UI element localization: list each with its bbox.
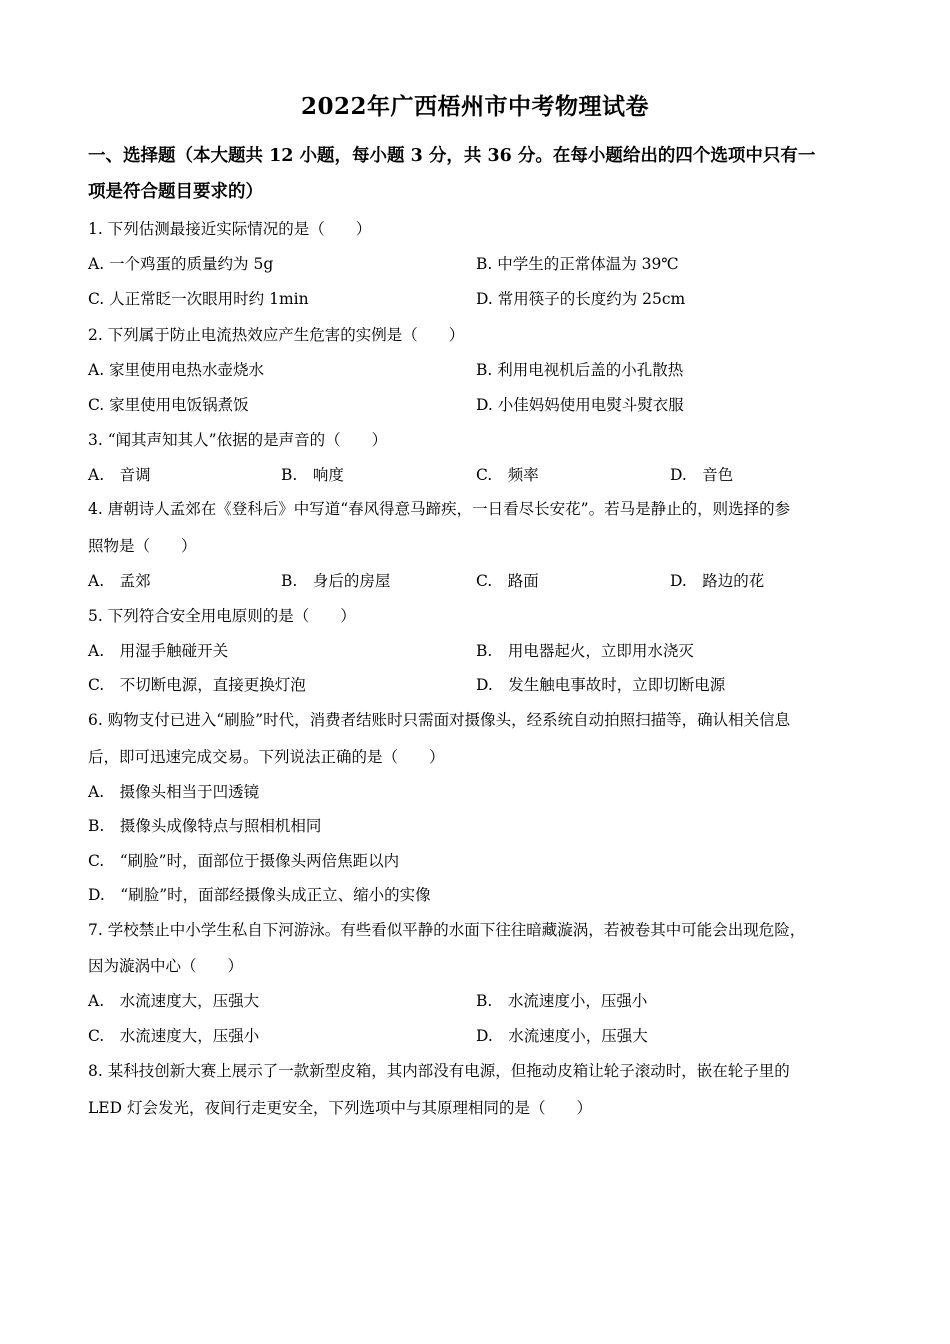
question-7-option-c: C. 水流速度大，压强小	[88, 1027, 260, 1045]
section-heading-line1: 一、选择题（本大题共 12 小题，每小题 3 分，共 36 分。在每小题给出的四个选项中只有一	[88, 146, 816, 166]
question-5-option-d: D. 发生触电事故时，立即切断电源	[476, 676, 726, 694]
page-title: 2022年广西梧州市中考物理试卷	[300, 93, 649, 120]
question-4-stem-line2: 照物是（ ）	[88, 537, 197, 555]
question-1-option-c: C. 人正常眨一次眼用时约 1min	[88, 290, 309, 308]
question-1-option-b: B. 中学生的正常体温为 39℃	[476, 255, 679, 273]
question-6-option-d: D. “刷脸”时，面部经摄像头成正立、缩小的实像	[88, 886, 431, 904]
question-4-option-c: C. 路面	[476, 572, 539, 590]
question-2-option-c: C. 家里使用电饭锅煮饭	[88, 396, 249, 414]
question-1-option-d: D. 常用筷子的长度约为 25cm	[476, 290, 686, 308]
question-5-stem: 5. 下列符合安全用电原则的是（ ）	[88, 607, 356, 625]
question-2-stem: 2. 下列属于防止电流热效应产生危害的实例是（ ）	[88, 326, 465, 344]
question-7-option-d: D. 水流速度小，压强大	[476, 1027, 648, 1045]
question-2-option-a: A. 家里使用电热水壶烧水	[88, 361, 265, 379]
section-heading-line2: 项是符合题目要求的）	[88, 182, 263, 202]
question-3-option-d: D. 音色	[670, 466, 734, 484]
question-8-stem-line2: LED 灯会发光，夜间行走更安全，下列选项中与其原理相同的是（ ）	[88, 1099, 592, 1117]
question-5-option-c: C. 不切断电源，直接更换灯泡	[88, 676, 306, 694]
question-6-stem-line2: 后，即可迅速完成交易。下列说法正确的是（ ）	[88, 748, 445, 766]
question-2-option-b: B. 利用电视机后盖的小孔散热	[476, 361, 684, 379]
question-4-stem-line1: 4. 唐朝诗人孟郊在《登科后》中写道“春风得意马蹄疾，一日看尽长安花”。若马是静止的，则选择的参	[88, 500, 791, 518]
question-8-stem-line1: 8. 某科技创新大赛上展示了一款新型皮箱，其内部没有电源，但拖动皮箱让轮子滚动时，嵌在轮子里的	[88, 1062, 790, 1080]
question-6-option-b: B. 摄像头成像特点与照相机相同	[88, 817, 322, 835]
question-5-option-a: A. 用湿手触碰开关	[88, 642, 229, 660]
question-7-stem-line2: 因为漩涡中心（ ）	[88, 957, 244, 975]
question-7-option-a: A. 水流速度大，压强大	[88, 992, 260, 1010]
question-3-stem: 3. “闻其声知其人”依据的是声音的（ ）	[88, 431, 388, 449]
question-3-option-b: B. 响度	[281, 466, 344, 484]
question-1-option-a: A. 一个鸡蛋的质量约为 5g	[88, 255, 274, 273]
question-7-stem-line1: 7. 学校禁止中小学生私自下河游泳。有些看似平静的水面下往往暗藏漩涡，若被卷其中可能会出现危险，	[88, 921, 806, 939]
question-3-option-a: A. 音调	[88, 466, 151, 484]
question-4-option-d: D. 路边的花	[670, 572, 765, 590]
question-4-option-a: A. 孟郊	[88, 572, 151, 590]
question-6-stem-line1: 6. 购物支付已进入“刷脸”时代，消费者结账时只需面对摄像头，经系统自动拍照扫描等，确认相关信息	[88, 711, 791, 729]
section-heading	[88, 138, 868, 210]
question-4-option-b: B. 身后的房屋	[281, 572, 391, 590]
question-7-option-b: B. 水流速度小，压强小	[476, 992, 648, 1010]
question-3-option-c: C. 频率	[476, 466, 539, 484]
question-6-option-c: C. “刷脸”时，面部位于摄像头两倍焦距以内	[88, 852, 400, 870]
question-5-option-b: B. 用电器起火，立即用水浇灭	[476, 642, 694, 660]
question-2-option-d: D. 小佳妈妈使用电熨斗熨衣服	[476, 396, 684, 414]
question-6-option-a: A. 摄像头相当于凹透镜	[88, 783, 260, 801]
question-1-stem: 1. 下列估测最接近实际情况的是（ ）	[88, 220, 372, 238]
